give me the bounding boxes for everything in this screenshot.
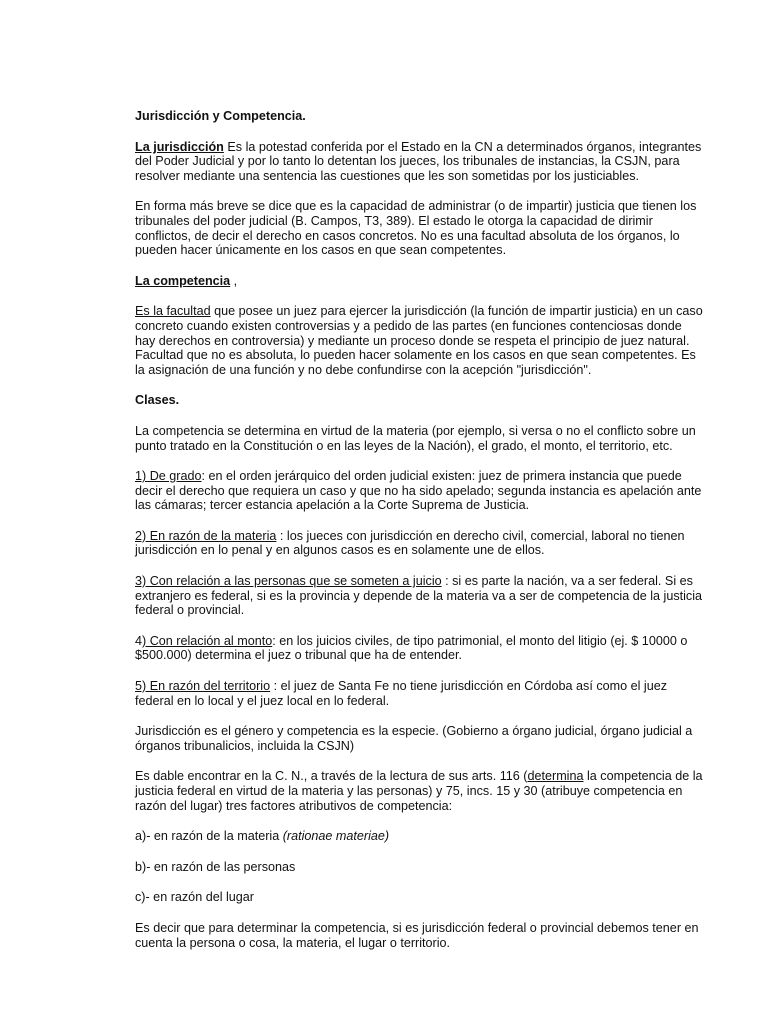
paragraph-competencia-heading-text: , — [230, 273, 238, 288]
paragraph-genero-especie: Jurisdicción es el género y competencia es la especie. (Gobierno a órgano judicial, órgano judicial a órganos tribunalicios, incluida la CSJN) — [135, 724, 693, 753]
paragraph-jurisdiccion-text: Es la potestad conferida por el Estado en la CN a determinados órganos, integrantes del Poder Judicial y por lo tanto lo detentan los jueces, los tribunales de instancias, la CSJN, para resolver mediante una sentencia las cuestiones que les son sometidas por los justiciables. — [135, 139, 702, 183]
list-item-materia-lead: 2) En razón de la materia — [135, 528, 277, 543]
list-item-personas — [135, 574, 705, 618]
list-item-monto-lead: ) Con relación al monto — [142, 633, 273, 648]
list-item-grado-text: : en el orden jerárquico del orden judicial existen: juez de primera instancia que puede decir el derecho que requiera un caso y que no ha sido apelado; segunda instancia es apelación ante las cámaras; tercer estancia apelación a la Corte Suprema de Justicia. — [135, 469, 702, 513]
list-item-grado — [135, 469, 705, 513]
list-item-monto — [135, 634, 705, 663]
factor-lugar: c)- en razón del lugar — [135, 890, 255, 905]
paragraph-jurisdiccion — [135, 140, 705, 184]
term-jurisdiccion: La jurisdicción — [135, 139, 224, 154]
list-item-monto-prefix: 4 — [135, 633, 143, 648]
document-title: Jurisdicción y Competencia. — [135, 109, 306, 123]
factor-materia-latin: (rationae materiae) — [282, 829, 390, 844]
document-page — [135, 109, 705, 966]
paragraph-facultad-text: que posee un juez para ejercer la jurisdicción (la función de impartir justicia) en un caso concreto cuando existen controversias y a pedido de las partes (en funciones contenciosas donde hay derechos en controversia) y mediante un proceso donde se respeta el principio de juez natural. Facultad que no es absoluta, lo pueden hacer solamente en los casos en que sean competentes. Es la asignación de una función y no debe confundirse con la acepción "jurisdicción". — [135, 304, 703, 377]
term-facultad: Es la facultad — [135, 304, 211, 319]
list-item-personas-text: : si es parte la nación, va a ser federal. Si es extranjero es federal, si es la provincia y depende de la materia va a ser de competencia de la justicia federal o provincial. — [135, 574, 703, 618]
list-item-personas-lead: 3) Con relación a las personas que se someten a juicio — [135, 574, 442, 589]
list-item-grado-lead: 1) De grado — [135, 469, 202, 484]
paragraph-definicion-breve: En forma más breve se dice que es la capacidad de administrar (o de impartir) justicia que tienen los tribunales del poder judicial (B. Campos, T3, 389). El estado le otorga la capacidad de dirimir conflictos, de decir el derecho en casos concretos. No es una facultad absoluta de los órganos, lo pueden hacer únicamente en los casos en que sean competentes. — [135, 199, 697, 258]
term-determina: determina — [527, 769, 584, 784]
list-item-materia-text: : los jueces con jurisdicción en derecho civil, comercial, laboral no tienen jurisdicción en lo penal y en algunos casos es en solamente une de ellos. — [135, 528, 685, 558]
paragraph-conclusion: Es decir que para determinar la competencia, si es jurisdicción federal o provincial debemos tener en cuenta la persona o cosa, la materia, el lugar o territorio. — [135, 920, 699, 950]
factor-personas: b)- en razón de las personas — [135, 859, 296, 874]
paragraph-factores-before: Es dable encontrar en la C. N., a través de la lectura de sus arts. 116 ( — [135, 769, 528, 784]
list-item-materia — [135, 529, 705, 558]
list-item-territorio-text: : el juez de Santa Fe no tiene jurisdicción en Córdoba así como el juez federal en lo local y el juez local en lo federal. — [135, 679, 668, 708]
list-item-territorio — [135, 679, 705, 708]
list-item-monto-text: : en los juicios civiles, de tipo patrimonial, el monto del litigio (ej. $ 10000 o $500.000) determina el juez o tribunal que ha de entender. — [135, 633, 688, 663]
factor-materia — [135, 829, 705, 844]
paragraph-factores — [135, 769, 705, 813]
paragraph-clases-intro: La competencia se determina en virtud de la materia (por ejemplo, si versa o no el conflicto sobre un punto tratado en la Constitución o en las leyes de la Nación), el grado, el monto, el territorio, etc. — [135, 423, 696, 453]
factor-materia-text: a)- en razón de la materia — [135, 829, 283, 844]
paragraph-factores-after: la competencia de la justicia federal en virtud de la materia y las personas) y 75, incs. 15 y 30 (atribuye competencia en razón del lugar) tres factores atributivos de competencia: — [135, 769, 703, 813]
paragraph-facultad — [135, 304, 705, 377]
list-item-territorio-lead: 5) En razón del territorio — [135, 679, 271, 694]
term-competencia: La competencia — [135, 273, 231, 288]
clases-heading: Clases. — [135, 393, 180, 408]
paragraph-competencia-heading — [135, 274, 705, 289]
